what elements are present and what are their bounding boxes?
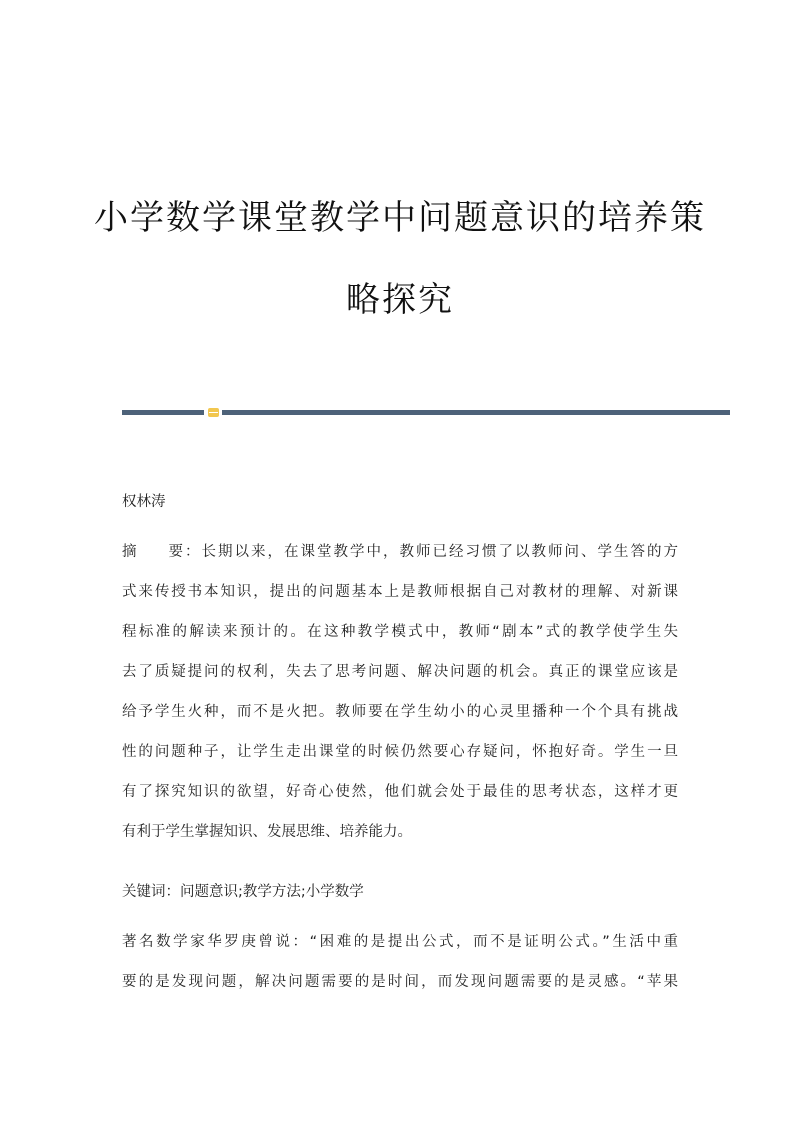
abstract-label-a: 摘 (122, 544, 139, 560)
abstract-label-b: 要： (166, 544, 202, 560)
abstract-paragraph (122, 532, 678, 852)
divider-ornament-icon (208, 408, 219, 417)
abstract-line: 式来传授书本知识，提出的问题基本上是教师根据自己对教材的理解、对新课 (122, 584, 678, 600)
abstract-line: 去了质疑提问的权利，失去了思考问题、解决问题的机会。真正的课堂应该是 (122, 664, 678, 680)
abstract-line: 摘 要：长期以来，在课堂教学中，教师已经习惯了以教师问、学生答的方 (122, 544, 678, 560)
abstract-line: 有利于学生掌握知识、发展思维、培养能力。 (122, 824, 412, 840)
intro-paragraph (122, 922, 678, 1002)
abstract-line: 性的问题种子，让学生走出课堂的时候仍然要心存疑问，怀抱好奇。学生一旦 (122, 744, 678, 760)
abstract-line: 给予学生火种，而不是火把。教师要在学生幼小的心灵里播种一个个具有挑战 (122, 704, 678, 720)
abstract-line: 有了探究知识的欲望，好奇心使然，他们就会处于最佳的思考状态，这样才更 (122, 784, 678, 800)
divider-bar-right (222, 410, 730, 415)
author-name: 权林涛 (122, 494, 166, 510)
document-title-line-2: 略探究 (346, 280, 454, 320)
abstract-line: 程标准的解读来预计的。在这种教学模式中，教师“剧本”式的教学使学生失 (122, 624, 678, 640)
keywords-line: 关键词：问题意识;教学方法;小学数学 (122, 884, 364, 900)
title-divider (122, 408, 730, 416)
intro-line: 著名数学家华罗庚曾说：“困难的是提出公式，而不是证明公式。”生活中重 (122, 934, 678, 950)
divider-bar-left (122, 410, 204, 415)
intro-line: 要的是发现问题，解决问题需要的是时间，而发现问题需要的是灵感。“苹果 (122, 974, 678, 990)
document-title-line-1: 小学数学课堂教学中问题意识的培养策 (94, 198, 706, 238)
